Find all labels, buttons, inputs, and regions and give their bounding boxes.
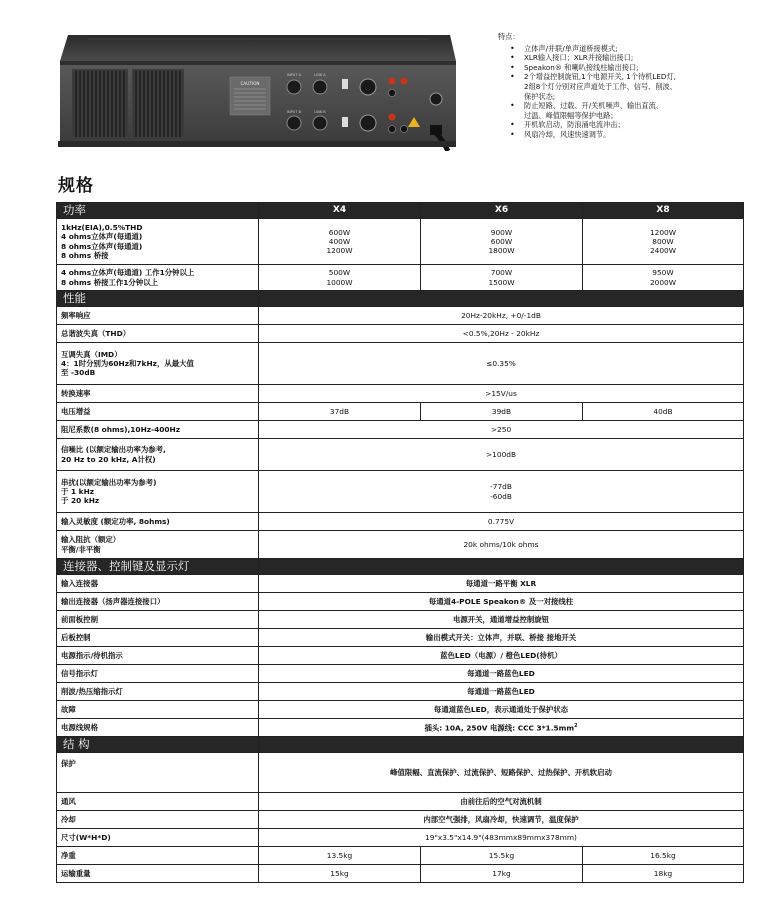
table-row	[57, 307, 744, 325]
feature-item: • Speakon® 和喇叭接线柱输出接口;	[510, 63, 778, 73]
row-label: 前面板控制	[57, 611, 259, 629]
table-row	[57, 847, 744, 865]
row-label: 信号指示灯	[57, 665, 259, 683]
row-label: 输入连接器	[57, 575, 259, 593]
table-row	[57, 665, 744, 683]
row-value: 700W 1500W	[421, 265, 583, 291]
table-row	[57, 265, 744, 291]
amplifier-rear-panel-image	[58, 33, 456, 151]
row-value: 每通道4-POLE Speakon® 及一对接线柱	[259, 593, 744, 611]
row-label: 输出连接器（扬声器连接接口）	[57, 593, 259, 611]
model-header: X6	[421, 203, 583, 219]
row-label: 1kHz(EIA),0.5%THD 4 ohms立体声(每通道) 8 ohms立体声(每通道) 8 ohms 桥接	[57, 219, 259, 265]
feature-item: • XLR输入接口；XLR并接输出接口;	[510, 53, 778, 63]
spec-heading: 规格	[58, 176, 94, 196]
row-value: 15kg	[259, 865, 421, 883]
feature-item: • 立体声/并联/单声道桥接模式;	[510, 44, 778, 54]
row-value: 内部空气强排，风扇冷却，快速调节，温度保护	[259, 811, 744, 829]
table-row	[57, 325, 744, 343]
row-value: 19"x3.5"x14.9"(483mmx89mmx378mm)	[259, 829, 744, 847]
table-row	[57, 575, 744, 593]
section-power-header	[57, 203, 744, 219]
section-title: 结 构	[57, 737, 259, 753]
svg-text:LINK A: LINK A	[314, 73, 326, 77]
section-connectors-header	[57, 559, 744, 575]
table-row	[57, 811, 744, 829]
svg-text:INPUT B: INPUT B	[287, 110, 301, 114]
row-value: 500W 1000W	[259, 265, 421, 291]
svg-text:LINK B: LINK B	[314, 110, 326, 114]
row-label: 通风	[57, 793, 259, 811]
row-value: 40dB	[583, 403, 744, 421]
table-row	[57, 753, 744, 793]
row-value: ≤0.35%	[259, 343, 744, 385]
row-label: 频率响应	[57, 307, 259, 325]
svg-text:INPUT A: INPUT A	[287, 73, 301, 77]
feature-item: • 防止短路、过载、开/关机噪声、输出直流、 过温、峰值限幅等保护电路；	[510, 101, 778, 120]
table-row	[57, 629, 744, 647]
spec-table	[56, 202, 744, 883]
row-label: 冷却	[57, 811, 259, 829]
section-performance-header	[57, 291, 744, 307]
svg-text:CAUTION: CAUTION	[240, 81, 260, 86]
row-value: 950W 2000W	[583, 265, 744, 291]
row-label: 输入阻抗（额定） 平衡/非平衡	[57, 531, 259, 559]
feature-item: • 2个增益控制旋钮,1个电源开关, 1个待机LED灯, 2组8个灯分别对应声道处于工作、信号、削波、 保护状态;	[510, 72, 778, 101]
table-row	[57, 343, 744, 385]
row-value: 16.5kg	[583, 847, 744, 865]
row-value: 每通道一路平衡 XLR	[259, 575, 744, 593]
table-row	[57, 701, 744, 719]
row-label: 后板控制	[57, 629, 259, 647]
row-label: 4 ohms立体声(每通道) 工作1分钟以上 8 ohms 桥接工作1分钟以上	[57, 265, 259, 291]
row-value: 输出模式开关：立体声，并联、桥接 接地开关	[259, 629, 744, 647]
feature-item: • 风扇冷却，风速快速调节。	[510, 130, 778, 140]
row-value: <0.5%,20Hz - 20kHz	[259, 325, 744, 343]
row-label: 串扰(以额定输出功率为参考) 于 1 kHz 于 20 kHz	[57, 471, 259, 513]
features-list	[498, 32, 778, 140]
row-value: 每通道一路蓝色LED	[259, 683, 744, 701]
row-value: 18kg	[583, 865, 744, 883]
feature-item: • 开机软启动，防浪涌电流冲击；	[510, 120, 778, 130]
row-label: 输入灵敏度 (额定功率, 8ohms)	[57, 513, 259, 531]
table-row	[57, 829, 744, 847]
table-row	[57, 647, 744, 665]
table-row	[57, 403, 744, 421]
table-row	[57, 421, 744, 439]
table-row	[57, 865, 744, 883]
row-value: 17kg	[421, 865, 583, 883]
table-row	[57, 513, 744, 531]
row-value: 由前往后的空气对流机制	[259, 793, 744, 811]
row-value	[259, 719, 744, 737]
table-row	[57, 683, 744, 701]
table-row	[57, 793, 744, 811]
row-value: 37dB	[259, 403, 421, 421]
row-value: 峰值限幅、直流保护、过流保护、短路保护、过热保护、开机软启动	[259, 753, 744, 793]
features-title: 特点：	[498, 32, 520, 41]
row-value: 13.5kg	[259, 847, 421, 865]
table-row	[57, 471, 744, 513]
table-row	[57, 719, 744, 737]
row-label: 削波/热压缩指示灯	[57, 683, 259, 701]
section-title: 功率	[57, 203, 259, 219]
row-value: >100dB	[259, 439, 744, 471]
model-header: X4	[259, 203, 421, 219]
row-value: 15.5kg	[421, 847, 583, 865]
row-label: 故障	[57, 701, 259, 719]
row-value: 电源开关，通道增益控制旋钮	[259, 611, 744, 629]
row-value: 900W 600W 1800W	[421, 219, 583, 265]
row-label: 净重	[57, 847, 259, 865]
row-value: 20Hz-20kHz, +0/-1dB	[259, 307, 744, 325]
power-cord-value: 插头: 10A, 250V 电源线: CCC 3*1.5mm	[424, 723, 575, 733]
row-value: 1200W 800W 2400W	[583, 219, 744, 265]
row-label: 尺寸(W*H*D)	[57, 829, 259, 847]
model-header: X8	[583, 203, 744, 219]
section-title: 性能	[57, 291, 259, 307]
row-label: 转换速率	[57, 385, 259, 403]
row-value: >250	[259, 421, 744, 439]
row-value: 每通道蓝色LED，表示通道处于保护状态	[259, 701, 744, 719]
section-construction-header	[57, 737, 744, 753]
row-label: 电压增益	[57, 403, 259, 421]
table-row	[57, 219, 744, 265]
power-cord-superscript: 2	[574, 723, 578, 730]
row-value: 0.775V	[259, 513, 744, 531]
table-row	[57, 593, 744, 611]
section-title: 连接器、控制键及显示灯	[57, 559, 259, 575]
row-value: 每通道一路蓝色LED	[259, 665, 744, 683]
table-row	[57, 385, 744, 403]
row-label: 总谐波失真（THD）	[57, 325, 259, 343]
row-label: 阻尼系数(8 ohms),10Hz-400Hz	[57, 421, 259, 439]
row-value: >15V/us	[259, 385, 744, 403]
row-value: -77dB -60dB	[259, 471, 744, 513]
row-value: 600W 400W 1200W	[259, 219, 421, 265]
row-label: 保护	[57, 753, 259, 793]
table-row	[57, 611, 744, 629]
row-value: 20k ohms/10k ohms	[259, 531, 744, 559]
table-row	[57, 439, 744, 471]
table-row	[57, 531, 744, 559]
row-label: 电源线规格	[57, 719, 259, 737]
row-value: 39dB	[421, 403, 583, 421]
row-label: 运输重量	[57, 865, 259, 883]
row-label: 电源指示/待机指示	[57, 647, 259, 665]
row-label: 互调失真（IMD） 4：1时分别为60Hz和7kHz，从最大值 至 -30dB	[57, 343, 259, 385]
row-label: 信噪比 (以额定输出功率为参考, 20 Hz to 20 kHz, A计权)	[57, 439, 259, 471]
row-value: 蓝色LED（电源）/ 橙色LED(待机）	[259, 647, 744, 665]
